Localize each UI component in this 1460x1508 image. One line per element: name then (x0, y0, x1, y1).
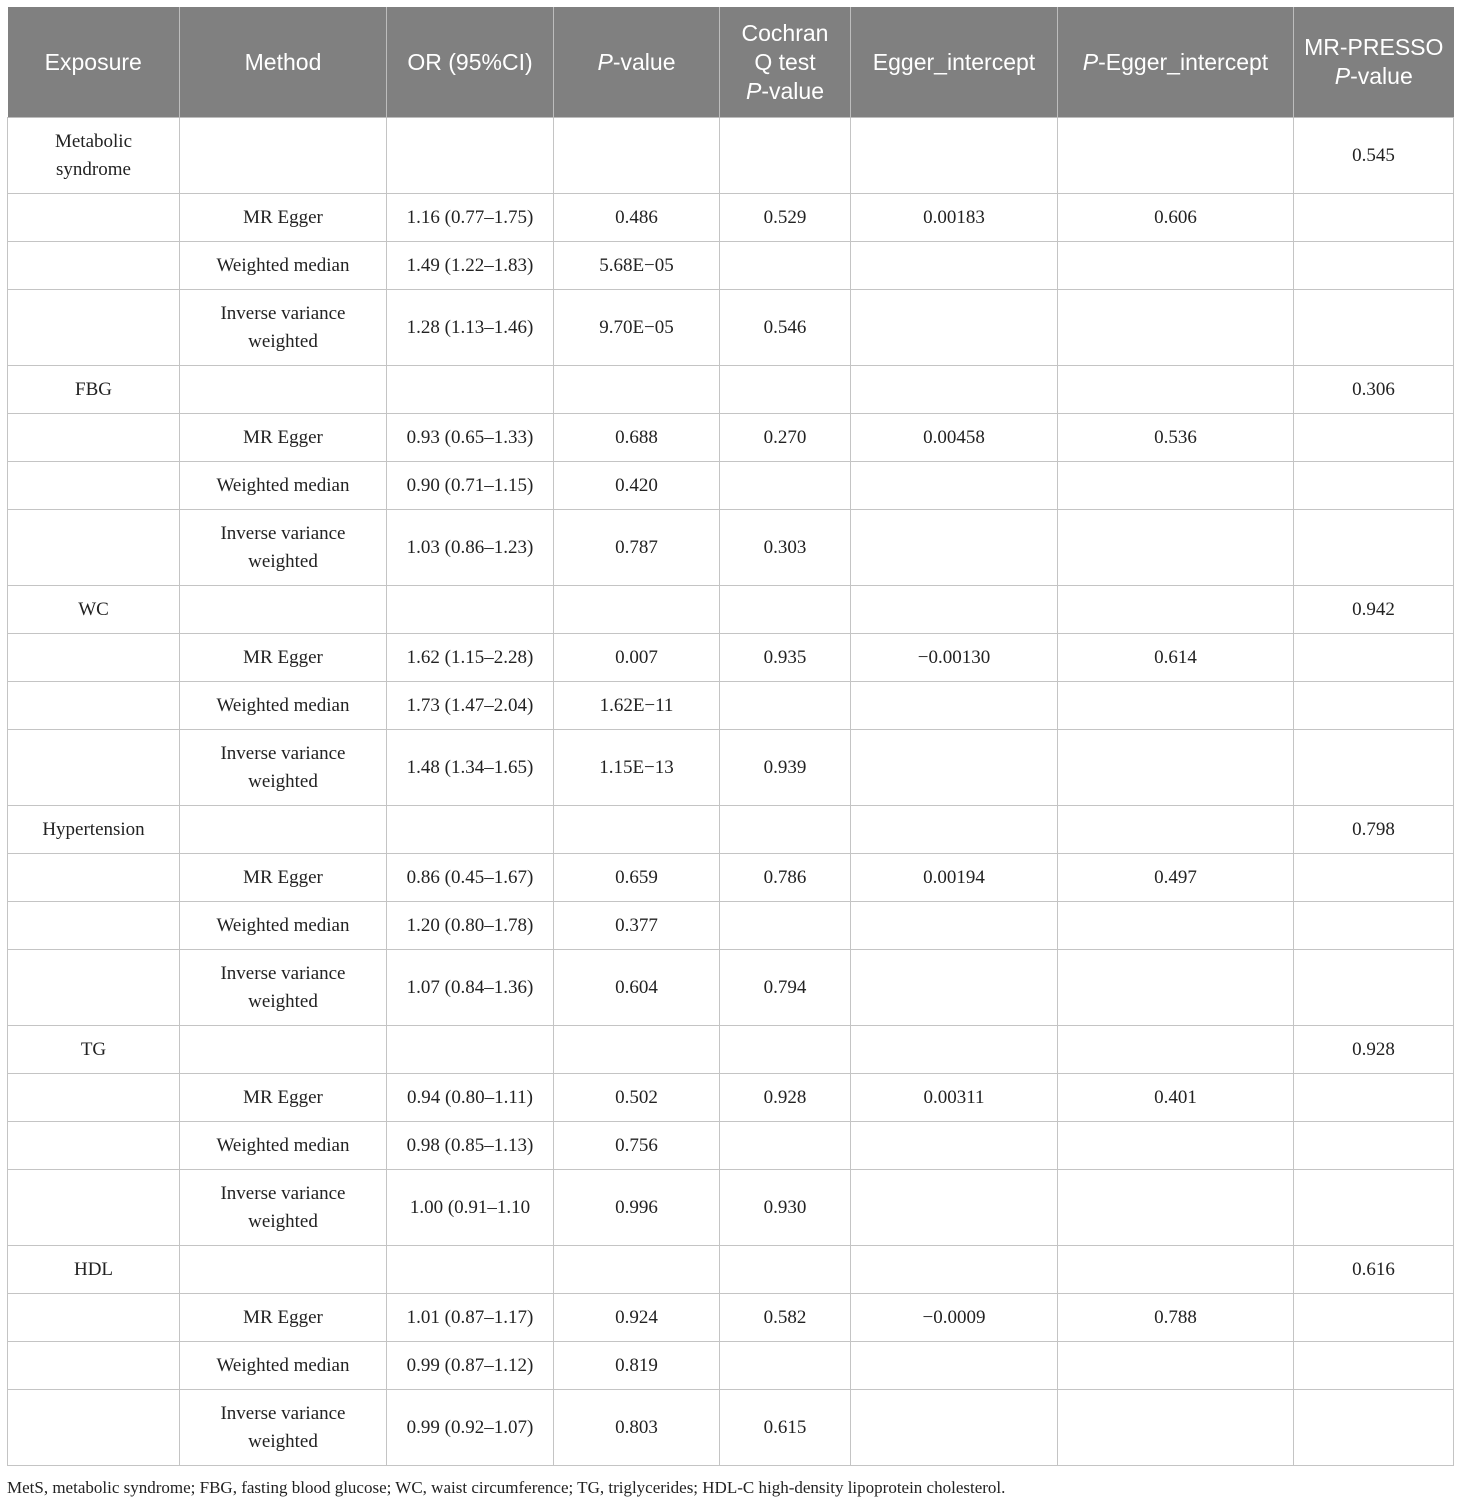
cell-exposure (8, 290, 180, 366)
cell-cochran-p (720, 902, 851, 950)
cell-p-value: 0.377 (554, 902, 720, 950)
cell-exposure (8, 1122, 180, 1170)
cell-egger-intercept (851, 1342, 1058, 1390)
cell-cochran-p (720, 242, 851, 290)
cell-cochran-p (720, 366, 851, 414)
cell-p-egger-intercept (1058, 1246, 1294, 1294)
header-or: OR (95%CI) (387, 7, 554, 118)
cell-mr-presso-p (1294, 1074, 1454, 1122)
cell-cochran-p: 0.546 (720, 290, 851, 366)
cell-exposure (8, 510, 180, 586)
table-row (8, 1170, 1454, 1246)
cell-egger-intercept (851, 730, 1058, 806)
cell-mr-presso-p: 0.928 (1294, 1026, 1454, 1074)
cell-mr-presso-p (1294, 902, 1454, 950)
cell-p-value: 0.688 (554, 414, 720, 462)
cell-or: 1.73 (1.47–2.04) (387, 682, 554, 730)
cell-egger-intercept (851, 290, 1058, 366)
table-row (8, 290, 1454, 366)
cell-p-value (554, 1026, 720, 1074)
cell-p-egger-intercept (1058, 1122, 1294, 1170)
cell-or: 0.99 (0.92–1.07) (387, 1390, 554, 1466)
cell-or: 0.94 (0.80–1.11) (387, 1074, 554, 1122)
table-row (8, 366, 1454, 414)
cell-p-value: 0.996 (554, 1170, 720, 1246)
table-row (8, 682, 1454, 730)
cell-method: Inverse variance weighted (180, 290, 387, 366)
cell-egger-intercept (851, 586, 1058, 634)
cell-method (180, 1026, 387, 1074)
cell-mr-presso-p (1294, 194, 1454, 242)
cell-p-egger-intercept (1058, 242, 1294, 290)
cell-method: Inverse variance weighted (180, 950, 387, 1026)
cell-p-value: 0.420 (554, 462, 720, 510)
cell-mr-presso-p (1294, 950, 1454, 1026)
cell-method: MR Egger (180, 1294, 387, 1342)
cell-mr-presso-p (1294, 730, 1454, 806)
cell-exposure (8, 1294, 180, 1342)
table-body (8, 118, 1454, 1466)
cell-method: Inverse variance weighted (180, 510, 387, 586)
cell-egger-intercept (851, 118, 1058, 194)
cell-or: 1.00 (0.91–1.10 (387, 1170, 554, 1246)
cell-cochran-p: 0.615 (720, 1390, 851, 1466)
cell-mr-presso-p (1294, 1294, 1454, 1342)
header-mr-presso: MR-PRESSO P-value (1294, 7, 1454, 118)
table-footnote: MetS, metabolic syndrome; FBG, fasting blood glucose; WC, waist circumference; TG, triglycerides; HDL-C high-density lipoprotein cholesterol. (7, 1478, 1006, 1497)
cell-exposure: FBG (8, 366, 180, 414)
table-row (8, 806, 1454, 854)
cell-cochran-p: 0.939 (720, 730, 851, 806)
cell-egger-intercept (851, 366, 1058, 414)
cell-egger-intercept (851, 806, 1058, 854)
cell-exposure: Metabolic syndrome (8, 118, 180, 194)
cell-exposure (8, 194, 180, 242)
table-row (8, 902, 1454, 950)
cell-method: Inverse variance weighted (180, 730, 387, 806)
cell-egger-intercept (851, 1026, 1058, 1074)
cell-p-egger-intercept (1058, 1170, 1294, 1246)
cell-or (387, 806, 554, 854)
cell-cochran-p: 0.303 (720, 510, 851, 586)
cell-p-value (554, 586, 720, 634)
cell-exposure (8, 1342, 180, 1390)
cell-cochran-p: 0.529 (720, 194, 851, 242)
cell-mr-presso-p: 0.616 (1294, 1246, 1454, 1294)
cell-p-value: 0.659 (554, 854, 720, 902)
table-row (8, 1026, 1454, 1074)
cell-exposure (8, 462, 180, 510)
cell-p-value: 0.787 (554, 510, 720, 586)
cell-p-egger-intercept: 0.401 (1058, 1074, 1294, 1122)
cell-p-value (554, 1246, 720, 1294)
cell-egger-intercept (851, 462, 1058, 510)
cell-method: MR Egger (180, 414, 387, 462)
cell-or: 0.98 (0.85–1.13) (387, 1122, 554, 1170)
cell-p-egger-intercept: 0.614 (1058, 634, 1294, 682)
cell-exposure (8, 414, 180, 462)
cell-or: 0.99 (0.87–1.12) (387, 1342, 554, 1390)
cell-p-value: 1.62E−11 (554, 682, 720, 730)
cell-or: 1.07 (0.84–1.36) (387, 950, 554, 1026)
cell-p-value: 0.502 (554, 1074, 720, 1122)
cell-or (387, 118, 554, 194)
cell-or: 0.86 (0.45–1.67) (387, 854, 554, 902)
results-table (7, 7, 1454, 1466)
cell-or (387, 1026, 554, 1074)
cell-p-egger-intercept (1058, 462, 1294, 510)
cell-p-egger-intercept: 0.536 (1058, 414, 1294, 462)
cell-cochran-p (720, 806, 851, 854)
cell-cochran-p: 0.928 (720, 1074, 851, 1122)
cell-mr-presso-p (1294, 462, 1454, 510)
cell-exposure: WC (8, 586, 180, 634)
cell-p-value: 0.007 (554, 634, 720, 682)
cell-mr-presso-p (1294, 1122, 1454, 1170)
table-row (8, 194, 1454, 242)
cell-method (180, 1246, 387, 1294)
cell-cochran-p (720, 1122, 851, 1170)
cell-exposure (8, 1170, 180, 1246)
cell-p-egger-intercept: 0.788 (1058, 1294, 1294, 1342)
cell-method: MR Egger (180, 634, 387, 682)
cell-p-egger-intercept (1058, 118, 1294, 194)
header-p-value: P-value (554, 7, 720, 118)
cell-exposure (8, 1074, 180, 1122)
cell-exposure (8, 854, 180, 902)
cell-mr-presso-p (1294, 1170, 1454, 1246)
cell-egger-intercept (851, 902, 1058, 950)
cell-mr-presso-p: 0.545 (1294, 118, 1454, 194)
cell-egger-intercept: −0.0009 (851, 1294, 1058, 1342)
cell-egger-intercept (851, 1390, 1058, 1466)
cell-method (180, 586, 387, 634)
cell-method: MR Egger (180, 854, 387, 902)
cell-or: 1.48 (1.34–1.65) (387, 730, 554, 806)
cell-egger-intercept (851, 242, 1058, 290)
cell-egger-intercept (851, 950, 1058, 1026)
cell-p-egger-intercept (1058, 902, 1294, 950)
cell-p-value (554, 806, 720, 854)
cell-exposure (8, 1390, 180, 1466)
cell-p-egger-intercept (1058, 1026, 1294, 1074)
cell-method: Weighted median (180, 242, 387, 290)
cell-cochran-p (720, 682, 851, 730)
cell-method: Weighted median (180, 1122, 387, 1170)
cell-method (180, 806, 387, 854)
cell-p-value: 9.70E−05 (554, 290, 720, 366)
cell-p-egger-intercept (1058, 366, 1294, 414)
header-p-egger-intercept: P-Egger_intercept (1058, 7, 1294, 118)
table-row (8, 1074, 1454, 1122)
cell-p-egger-intercept: 0.497 (1058, 854, 1294, 902)
cell-or: 1.49 (1.22–1.83) (387, 242, 554, 290)
table-row (8, 950, 1454, 1026)
table-row (8, 1246, 1454, 1294)
cell-p-value: 0.819 (554, 1342, 720, 1390)
cell-method: Weighted median (180, 462, 387, 510)
table-row (8, 1294, 1454, 1342)
cell-p-egger-intercept (1058, 682, 1294, 730)
cell-p-value: 0.604 (554, 950, 720, 1026)
cell-p-egger-intercept (1058, 1390, 1294, 1466)
cell-exposure: Hypertension (8, 806, 180, 854)
cell-egger-intercept (851, 1122, 1058, 1170)
cell-or: 1.16 (0.77–1.75) (387, 194, 554, 242)
cell-method: Weighted median (180, 1342, 387, 1390)
table-row (8, 118, 1454, 194)
cell-mr-presso-p (1294, 1342, 1454, 1390)
cell-mr-presso-p: 0.306 (1294, 366, 1454, 414)
cell-egger-intercept: 0.00311 (851, 1074, 1058, 1122)
cell-egger-intercept (851, 1170, 1058, 1246)
cell-cochran-p (720, 1342, 851, 1390)
cell-cochran-p (720, 118, 851, 194)
cell-mr-presso-p (1294, 242, 1454, 290)
cell-or: 1.20 (0.80–1.78) (387, 902, 554, 950)
cell-cochran-p (720, 1026, 851, 1074)
cell-or: 1.28 (1.13–1.46) (387, 290, 554, 366)
cell-cochran-p: 0.794 (720, 950, 851, 1026)
header-exposure: Exposure (8, 7, 180, 118)
cell-cochran-p: 0.582 (720, 1294, 851, 1342)
cell-egger-intercept: 0.00194 (851, 854, 1058, 902)
table-row (8, 634, 1454, 682)
cell-exposure (8, 730, 180, 806)
cell-exposure (8, 950, 180, 1026)
cell-or: 1.03 (0.86–1.23) (387, 510, 554, 586)
table-row (8, 414, 1454, 462)
cell-or (387, 586, 554, 634)
cell-cochran-p: 0.786 (720, 854, 851, 902)
cell-p-egger-intercept: 0.606 (1058, 194, 1294, 242)
cell-exposure: TG (8, 1026, 180, 1074)
cell-method: MR Egger (180, 194, 387, 242)
header-method: Method (180, 7, 387, 118)
cell-or (387, 366, 554, 414)
cell-cochran-p (720, 586, 851, 634)
cell-or: 0.93 (0.65–1.33) (387, 414, 554, 462)
cell-cochran-p (720, 462, 851, 510)
cell-p-egger-intercept (1058, 806, 1294, 854)
cell-or: 1.62 (1.15–2.28) (387, 634, 554, 682)
cell-egger-intercept: 0.00458 (851, 414, 1058, 462)
cell-or (387, 1246, 554, 1294)
cell-exposure (8, 634, 180, 682)
cell-p-egger-intercept (1058, 586, 1294, 634)
cell-p-egger-intercept (1058, 1342, 1294, 1390)
cell-mr-presso-p (1294, 510, 1454, 586)
cell-method: Inverse variance weighted (180, 1390, 387, 1466)
table-row (8, 510, 1454, 586)
cell-p-egger-intercept (1058, 290, 1294, 366)
cell-mr-presso-p: 0.942 (1294, 586, 1454, 634)
cell-p-egger-intercept (1058, 510, 1294, 586)
cell-method (180, 366, 387, 414)
cell-mr-presso-p (1294, 682, 1454, 730)
table-row (8, 462, 1454, 510)
cell-p-value: 0.803 (554, 1390, 720, 1466)
header-cochran: Cochran Q test P-value (720, 7, 851, 118)
cell-p-value: 0.486 (554, 194, 720, 242)
cell-exposure (8, 242, 180, 290)
cell-or: 1.01 (0.87–1.17) (387, 1294, 554, 1342)
cell-egger-intercept: 0.00183 (851, 194, 1058, 242)
header-egger-intercept: Egger_intercept (851, 7, 1058, 118)
cell-cochran-p (720, 1246, 851, 1294)
cell-p-egger-intercept (1058, 950, 1294, 1026)
cell-egger-intercept (851, 510, 1058, 586)
header-row (8, 7, 1454, 118)
cell-p-value (554, 366, 720, 414)
cell-p-value: 0.924 (554, 1294, 720, 1342)
cell-egger-intercept (851, 682, 1058, 730)
cell-p-value: 5.68E−05 (554, 242, 720, 290)
table-row (8, 586, 1454, 634)
cell-cochran-p: 0.930 (720, 1170, 851, 1246)
cell-method (180, 118, 387, 194)
cell-p-egger-intercept (1058, 730, 1294, 806)
cell-mr-presso-p (1294, 290, 1454, 366)
cell-exposure (8, 902, 180, 950)
table-row (8, 242, 1454, 290)
table-row (8, 1390, 1454, 1466)
cell-method: Weighted median (180, 682, 387, 730)
cell-mr-presso-p (1294, 414, 1454, 462)
table-row (8, 1122, 1454, 1170)
cell-egger-intercept (851, 1246, 1058, 1294)
table-row (8, 730, 1454, 806)
cell-or: 0.90 (0.71–1.15) (387, 462, 554, 510)
cell-mr-presso-p (1294, 634, 1454, 682)
cell-method: Inverse variance weighted (180, 1170, 387, 1246)
cell-method: MR Egger (180, 1074, 387, 1122)
cell-egger-intercept: −0.00130 (851, 634, 1058, 682)
cell-cochran-p: 0.935 (720, 634, 851, 682)
cell-exposure (8, 682, 180, 730)
cell-mr-presso-p: 0.798 (1294, 806, 1454, 854)
cell-mr-presso-p (1294, 1390, 1454, 1466)
cell-cochran-p: 0.270 (720, 414, 851, 462)
cell-mr-presso-p (1294, 854, 1454, 902)
cell-p-value: 0.756 (554, 1122, 720, 1170)
table-header (8, 7, 1454, 118)
cell-method: Weighted median (180, 902, 387, 950)
table-row (8, 1342, 1454, 1390)
cell-p-value: 1.15E−13 (554, 730, 720, 806)
cell-exposure: HDL (8, 1246, 180, 1294)
cell-p-value (554, 118, 720, 194)
table-row (8, 854, 1454, 902)
